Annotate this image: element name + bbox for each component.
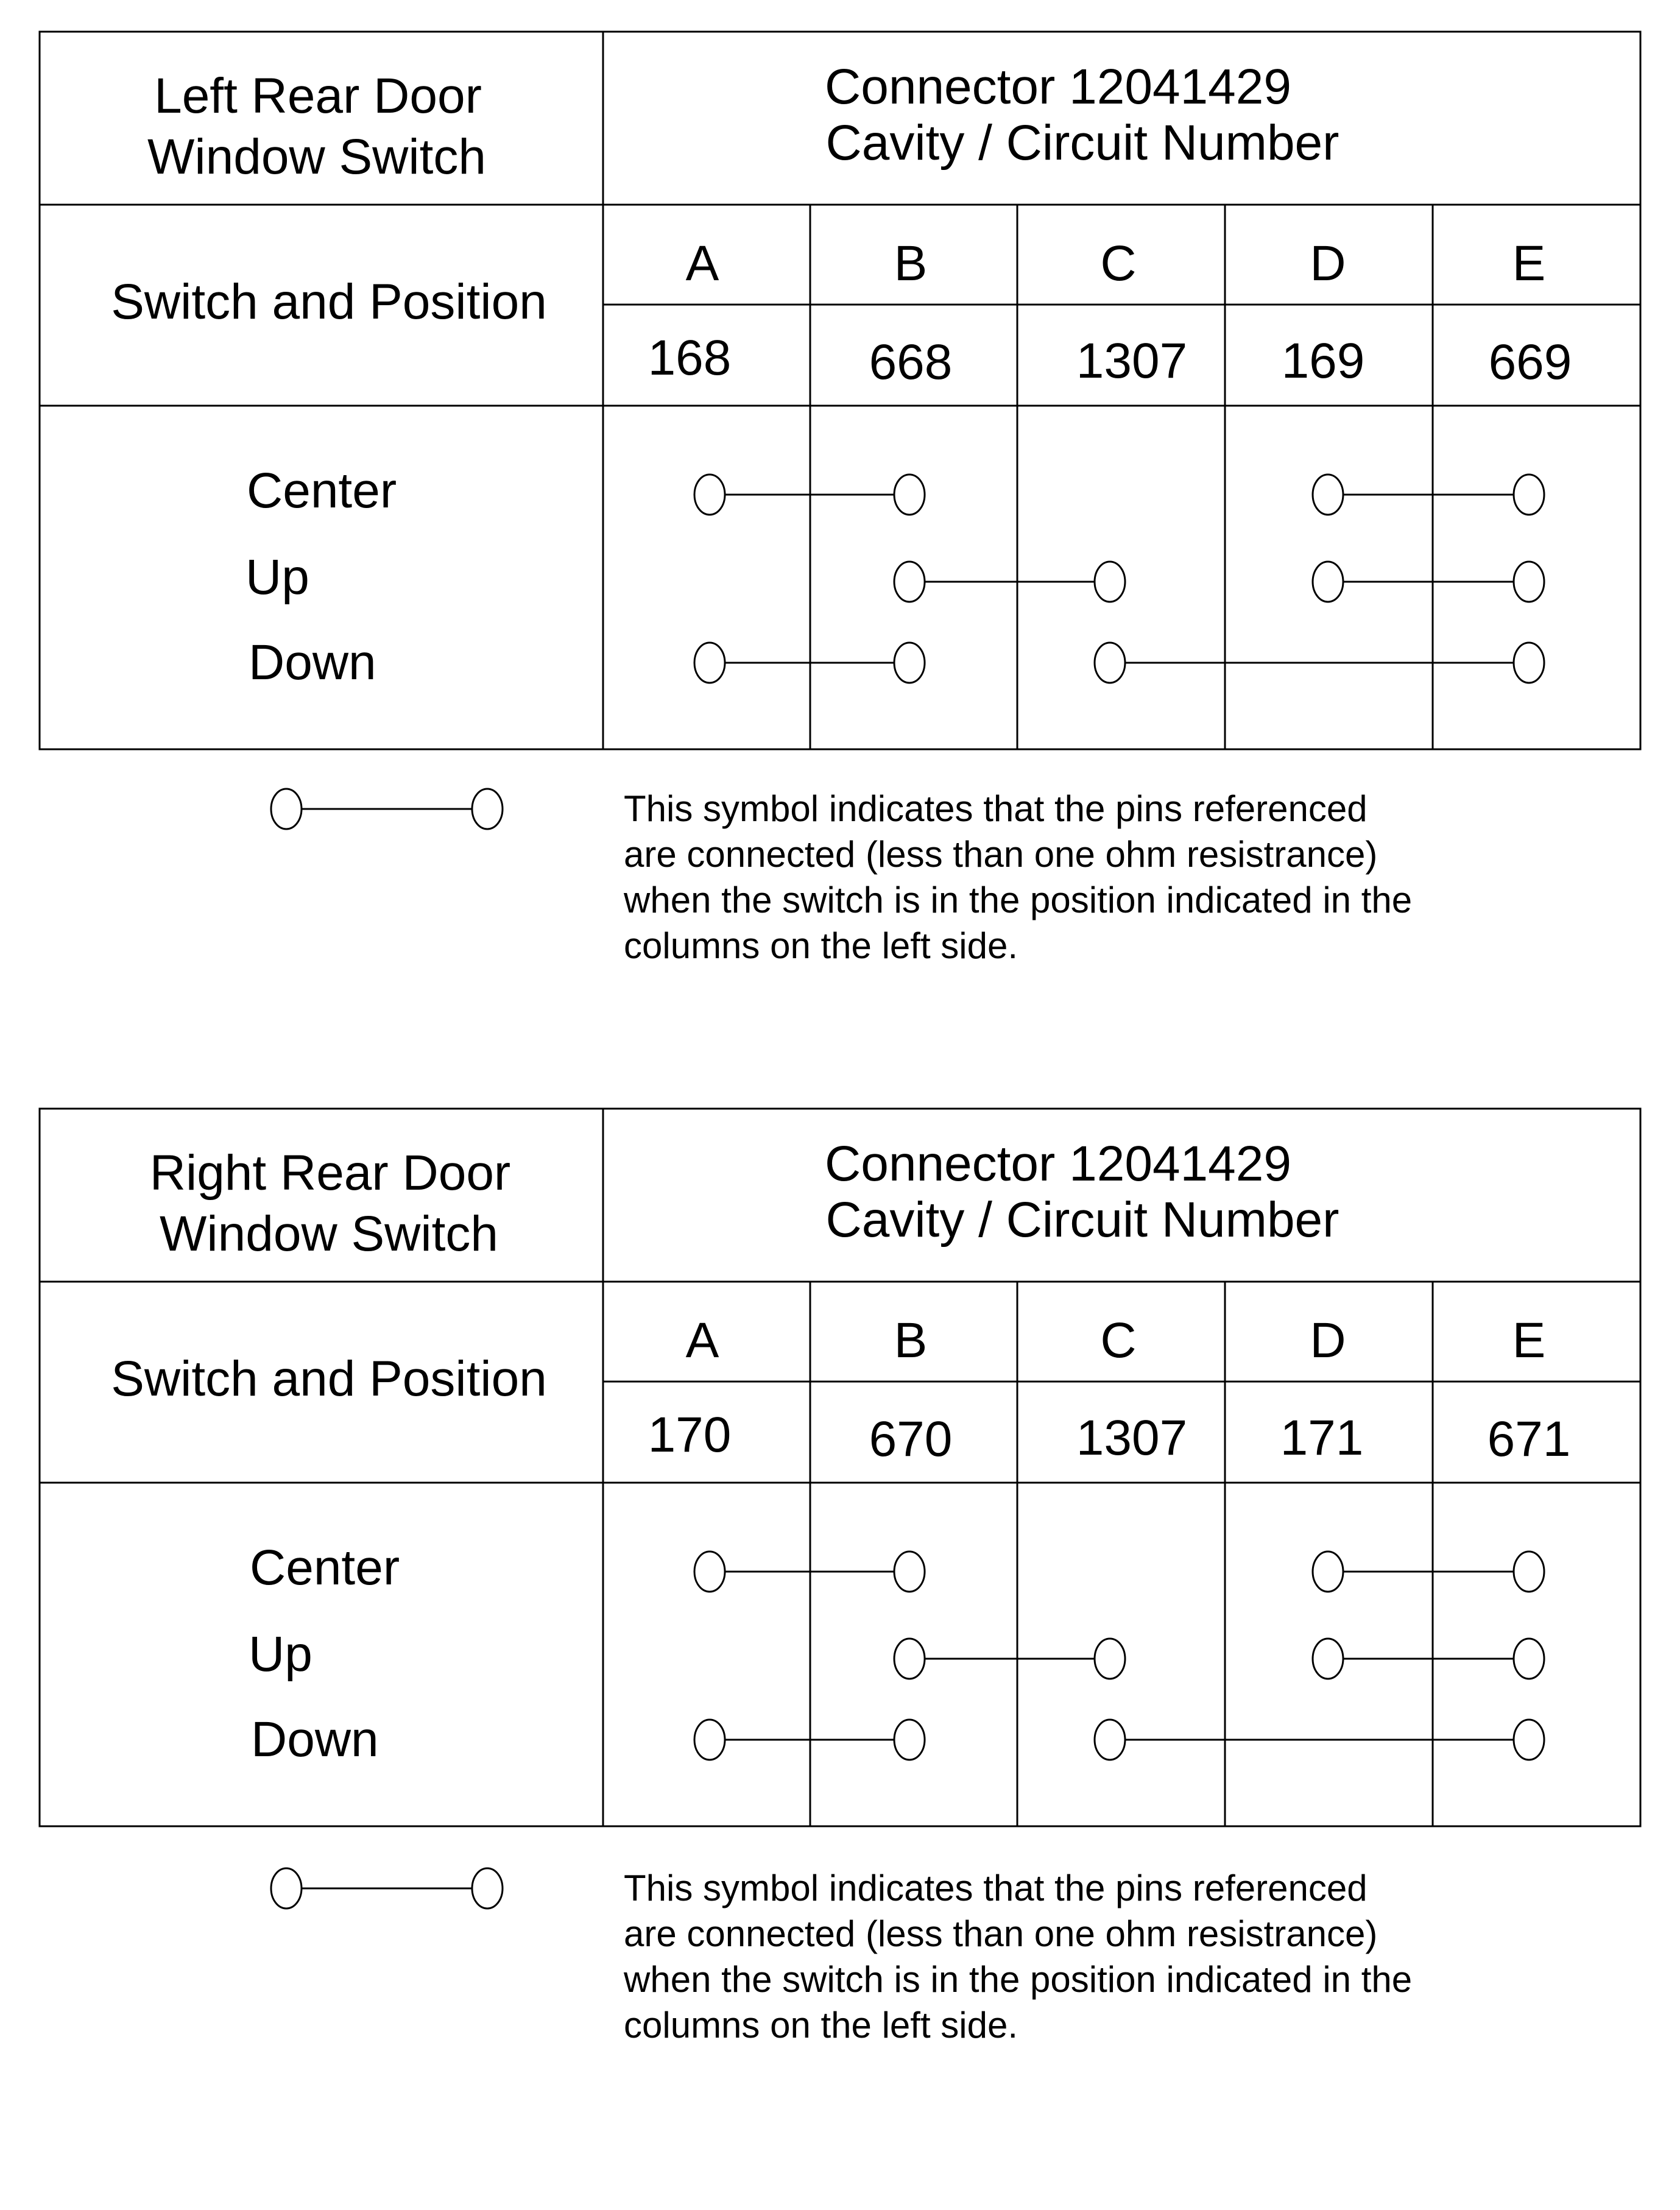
cavity-letter: E	[1512, 1313, 1546, 1368]
legend-text-line: are connected (less than one ohm resistrance)	[624, 834, 1378, 875]
pin-icon-center-B	[894, 1552, 925, 1592]
legend-symbol	[271, 1868, 503, 1908]
pin-icon-center-A	[694, 475, 725, 515]
connector-label: Connector 12041429	[825, 59, 1291, 115]
circuit-number: 168	[648, 330, 732, 386]
cavity-circuit-label: Cavity / Circuit Number	[825, 115, 1339, 171]
pin-icon-up-D	[1313, 562, 1343, 602]
switch-name-line1: Left Rear Door	[154, 68, 482, 124]
pin-icon-up-E	[1514, 562, 1544, 602]
circuit-number: 671	[1487, 1411, 1571, 1467]
cavity-circuit-label: Cavity / Circuit Number	[825, 1192, 1339, 1248]
pin-icon-center-D	[1313, 475, 1343, 515]
circuit-number: 1307	[1076, 1410, 1188, 1466]
position-label-center: Center	[250, 1540, 400, 1595]
cavity-letter: B	[894, 236, 928, 291]
switch-name-line2: Window Switch	[160, 1206, 498, 1262]
circuit-number: 170	[648, 1407, 732, 1463]
left-rear-door-switch-table	[40, 32, 1640, 966]
connector-label: Connector 12041429	[825, 1136, 1291, 1191]
circuit-number: 669	[1488, 334, 1572, 390]
connection-symbols	[694, 1552, 1544, 1760]
position-label-up: Up	[249, 1626, 312, 1682]
legend-text-line: columns on the left side.	[624, 925, 1018, 966]
legend-pin-icon	[472, 1868, 503, 1908]
legend-pin-icon	[271, 1868, 302, 1908]
legend-text-line: when the switch is in the position indicated in the	[624, 1959, 1413, 2000]
legend-pin-icon	[271, 789, 302, 829]
pin-icon-down-A	[694, 643, 725, 683]
switch-name-line2: Window Switch	[147, 129, 486, 185]
right-rear-door-switch-table	[40, 1109, 1640, 2046]
legend-text-line: are connected (less than one ohm resistrance)	[624, 1913, 1378, 1954]
cavity-letter: D	[1310, 1313, 1346, 1368]
position-label-center: Center	[247, 463, 397, 518]
position-label-down: Down	[251, 1712, 379, 1767]
position-label-down: Down	[249, 635, 376, 690]
pin-icon-center-D	[1313, 1552, 1343, 1592]
cavity-letter: C	[1100, 1313, 1137, 1368]
cavity-letter: E	[1512, 236, 1546, 291]
legend-text-line: This symbol indicates that the pins referenced	[624, 788, 1368, 829]
circuit-number: 1307	[1076, 333, 1188, 389]
pin-icon-down-E	[1514, 1720, 1544, 1760]
legend-text-line: when the switch is in the position indicated in the	[624, 880, 1413, 920]
legend-text-line: This symbol indicates that the pins referenced	[624, 1868, 1368, 1908]
pin-icon-center-A	[694, 1552, 725, 1592]
pin-icon-up-C	[1095, 562, 1125, 602]
pin-icon-down-B	[894, 1720, 925, 1760]
pin-icon-up-B	[894, 562, 925, 602]
connection-symbols	[694, 475, 1544, 683]
legend-symbol	[271, 789, 503, 829]
position-label-up: Up	[245, 549, 309, 605]
cavity-letter: C	[1100, 236, 1137, 291]
circuit-number: 668	[869, 334, 953, 390]
pin-icon-up-D	[1313, 1639, 1343, 1679]
circuit-number: 171	[1280, 1410, 1364, 1466]
pin-icon-up-E	[1514, 1639, 1544, 1679]
pin-icon-down-E	[1514, 643, 1544, 683]
cavity-letter: D	[1310, 236, 1346, 291]
row-header: Switch and Position	[111, 1351, 547, 1407]
pin-icon-up-C	[1095, 1639, 1125, 1679]
legend-pin-icon	[472, 789, 503, 829]
circuit-number: 670	[869, 1411, 953, 1467]
pin-icon-center-B	[894, 475, 925, 515]
pin-icon-center-E	[1514, 1552, 1544, 1592]
cavity-letter: A	[685, 1313, 719, 1368]
legend-text-line: columns on the left side.	[624, 2005, 1018, 2046]
circuit-number: 169	[1281, 333, 1365, 389]
cavity-letter: A	[685, 236, 719, 291]
pin-icon-down-C	[1095, 1720, 1125, 1760]
pin-icon-down-B	[894, 643, 925, 683]
row-header: Switch and Position	[111, 274, 547, 330]
pin-icon-center-E	[1514, 475, 1544, 515]
pin-icon-up-B	[894, 1639, 925, 1679]
pin-icon-down-C	[1095, 643, 1125, 683]
switch-name-line1: Right Rear Door	[149, 1145, 511, 1201]
cavity-letter: B	[894, 1313, 928, 1368]
pin-icon-down-A	[694, 1720, 725, 1760]
